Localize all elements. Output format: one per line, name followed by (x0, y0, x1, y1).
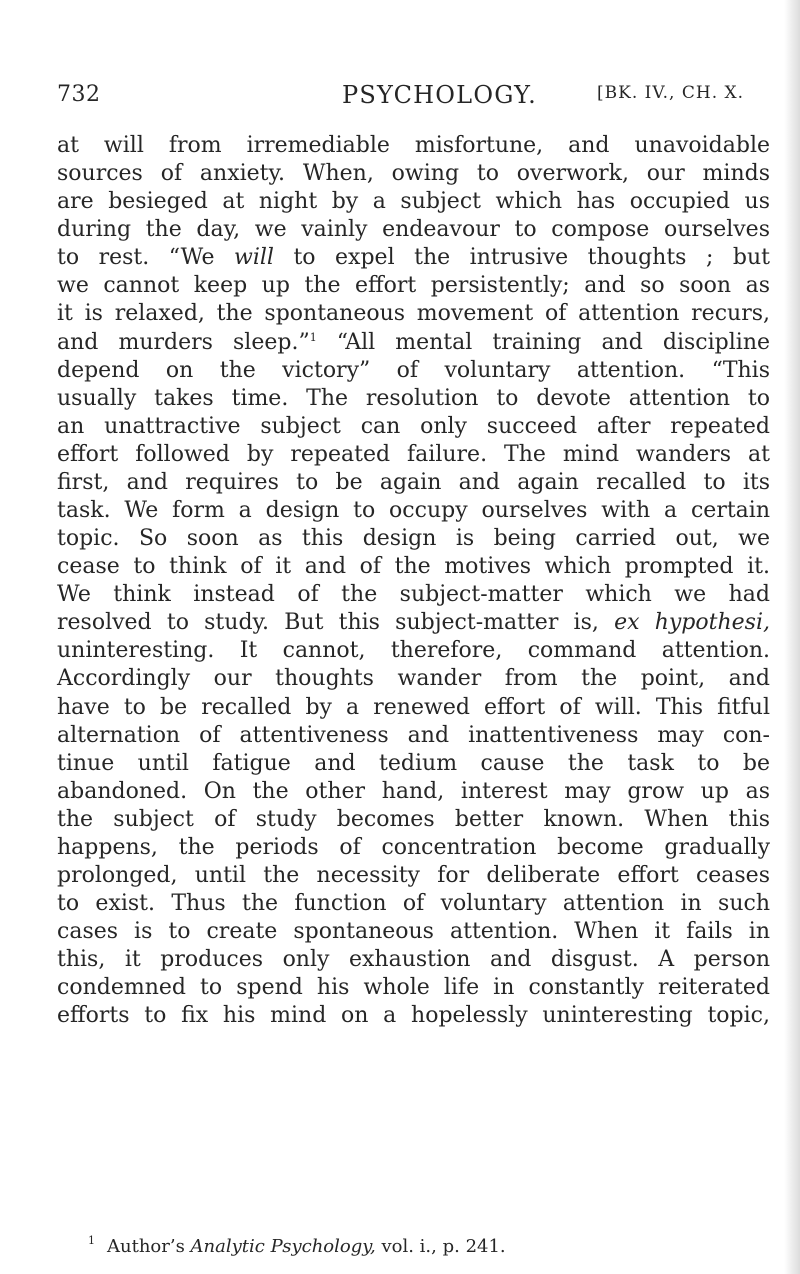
footnote-text-pre: Author’s (107, 1236, 191, 1257)
text-line: depend on the victory” of voluntary attention. “This (57, 357, 770, 383)
text-line: abandoned. On the other hand, interest may grow up as (57, 778, 770, 804)
text-line: cases is to create spontaneous attention. When it fails in (57, 919, 770, 945)
text-line: resolved to study. But this subject-matter is, ex hypothesi, (57, 610, 770, 636)
text-line: are besieged at night by a subject which has occupied us (57, 189, 770, 215)
footnote-ref-marker: 1 (309, 330, 317, 344)
text-line: task. We form a design to occupy ourselves with a certain (57, 498, 770, 524)
text-line: have to be recalled by a renewed effort of will. This fitful (57, 694, 770, 720)
text-line: an unattractive subject can only succeed after repeated (57, 413, 770, 439)
text-line: we cannot keep up the effort persistently; and so soon as (57, 273, 770, 299)
footnote-book-title: Analytic Psychology, (190, 1236, 376, 1257)
text-line: during the day, we vainly endeavour to compose ourselves (57, 217, 770, 243)
text-line: sources of anxiety. When, owing to overwork, our minds (57, 161, 770, 187)
text-line: topic. So soon as this design is being carried out, we (57, 526, 770, 552)
text-line: condemned to spend his whole life in constantly reiterated (57, 975, 770, 1001)
text-line: to exist. Thus the function of voluntary attention in such (57, 891, 770, 917)
text-line: first, and requires to be again and again recalled to its (57, 469, 770, 495)
text-line: uninteresting. It cannot, therefore, command attention. (57, 638, 770, 664)
text-line: Accordingly our thoughts wander from the point, and (57, 666, 770, 692)
body-text (57, 132, 770, 1031)
footnote-text-post: vol. i., p. 241. (375, 1236, 506, 1257)
text-line: happens, the periods of concentration become gradually (57, 834, 770, 860)
text-line: efforts to fix his mind on a hopelessly uninteresting topic, (57, 1003, 770, 1029)
text-line: usually takes time. The resolution to devote attention to (57, 385, 770, 411)
text-line: prolonged, until the necessity for deliberate effort ceases (57, 863, 770, 889)
page-number: 732 (57, 82, 101, 107)
footnote-marker: 1 (88, 1234, 95, 1247)
text-line: alternation of attentiveness and inattentiveness may con- (57, 722, 770, 748)
section-reference: [BK. IV., CH. X. (597, 83, 745, 103)
running-title: PSYCHOLOGY. (342, 81, 537, 109)
text-line: the subject of study becomes better known. When this (57, 806, 770, 832)
text-line: tinue until fatigue and tedium cause the task to be (57, 750, 770, 776)
text-line: We think instead of the subject-matter which we had (57, 582, 770, 608)
text-line: this, it produces only exhaustion and disgust. A person (57, 947, 770, 973)
text-line: to rest. “We will to expel the intrusive thoughts ; but (57, 245, 770, 271)
text-line: it is relaxed, the spontaneous movement of attention recurs, (57, 301, 770, 327)
text-line: cease to think of it and of the motives which prompted it. (57, 554, 770, 580)
page-header (57, 82, 772, 116)
page-edge-shadow (784, 0, 800, 1274)
text-line: at will from irremediable misfortune, and unavoidable (57, 133, 770, 158)
text-line: and murders sleep.”$^1$ “All mental training and discipline (57, 329, 771, 355)
footnote (88, 1235, 748, 1259)
text-line: effort followed by repeated failure. The mind wanders at (57, 441, 770, 467)
